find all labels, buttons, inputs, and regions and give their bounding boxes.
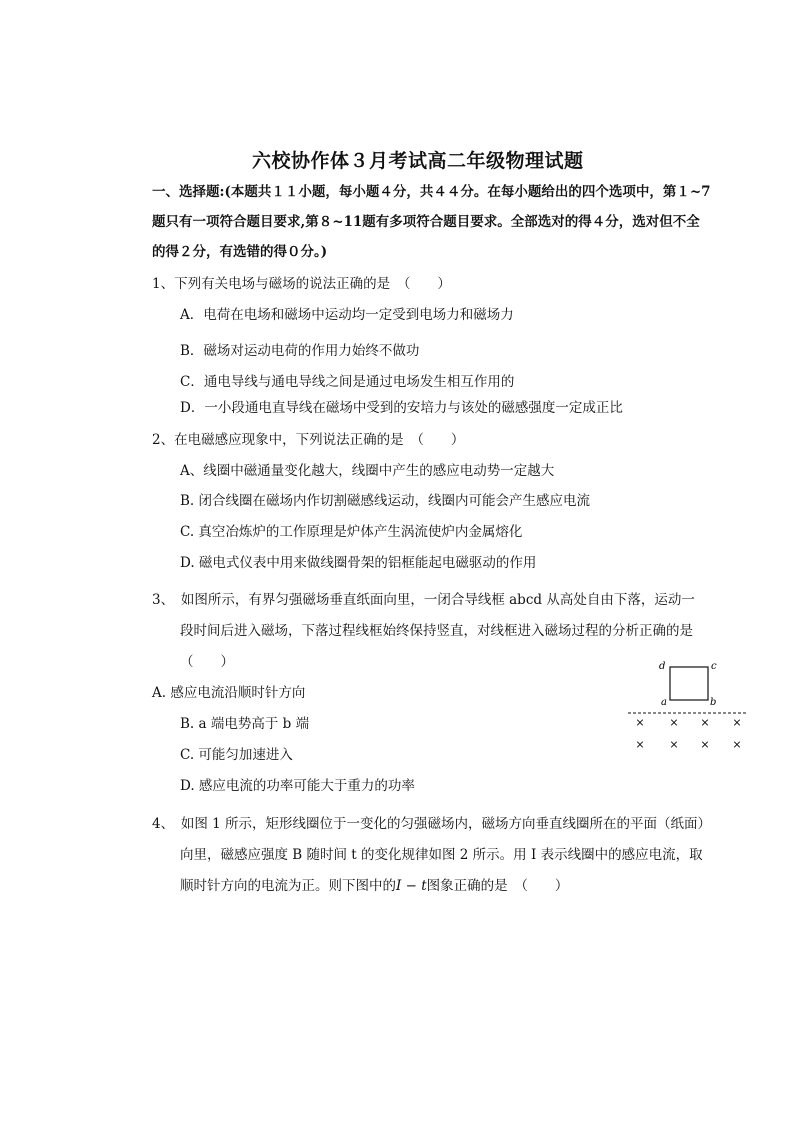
question-2-stem: 2、在电磁感应现象中，下列说法正确的是 （ ） [152, 432, 465, 448]
question-2-option-a: A、线圈中磁通量变化越大，线圈中产生的感应电动势一定越大 [180, 463, 555, 479]
question-2-option-b: B. 闭合线圈在磁场内作切割磁感线运动，线圈内可能会产生感应电流 [180, 493, 591, 509]
question-4-stem-line-2: 向里，磁感应强度 B 随时间 t 的变化规律如图 2 所示。用 I 表示线圈中的感应电流，取 [180, 847, 703, 863]
label-d: d [659, 661, 666, 672]
section-instructions-line-1: 一、选择题:(本题共１１小题，每小题４分，共４４分。在每小题给出的四个选项中，第１~7 [152, 184, 711, 200]
field-mark: × [700, 738, 710, 751]
field-mark: × [732, 716, 742, 729]
i-t-math: I − t [396, 878, 427, 894]
section-instructions-line-2: 题只有一项符合题目要求,第８~11题有多项符合题目要求。全部选对的得４分，选对但不全 [152, 214, 700, 230]
label-b: b [710, 697, 717, 708]
question-3-figure [628, 655, 748, 755]
question-1-option-a: A．电荷在电场和磁场中运动均一定受到电场力和磁场力 [180, 307, 514, 323]
question-4-stem-line-3 [180, 874, 568, 894]
question-2-option-d: D. 磁电式仪表中用来做线圈骨架的铝框能起电磁驱动的作用 [180, 555, 537, 571]
question-4-stem-line-3-pre: 顺时针方向的电流为正。则下图中的 [180, 878, 396, 894]
magnetic-field-marks [635, 716, 741, 751]
question-3-option-c: C. 可能匀加速进入 [180, 747, 293, 763]
frame-field-diagram [628, 655, 748, 755]
field-mark: × [700, 716, 710, 729]
label-c: c [711, 661, 717, 672]
wire-frame-abcd [670, 667, 708, 700]
section-instructions-line-3: 的得２分，有选错的得０分。) [152, 244, 328, 260]
field-mark: × [635, 716, 645, 729]
question-1-stem: 1、下列有关电场与磁场的说法正确的是 （ ） [152, 276, 451, 292]
question-4-stem-line-3-post: 图象正确的是 （ ） [426, 878, 569, 894]
question-3-option-a: A. 感应电流沿顺时针方向 [152, 685, 306, 701]
question-3-stem-line-3: （ ） [180, 654, 234, 670]
question-3-option-b: B. a 端电势高于 b 端 [180, 716, 310, 732]
question-3-option-d: D. 感应电流的功率可能大于重力的功率 [180, 778, 415, 794]
question-4-stem-line-1: 4、 如图 1 所示，矩形线圈位于一变化的匀强磁场内，磁场方向垂直线圈所在的平面（纸面） [152, 816, 712, 832]
page-title: 六校协作体３月考试高二年级物理试题 [252, 150, 584, 172]
question-1-option-c: C．通电导线与通电导线之间是通过电场发生相互作用的 [180, 374, 515, 390]
field-mark: × [732, 738, 742, 751]
field-mark: × [669, 716, 679, 729]
field-mark: × [669, 738, 679, 751]
question-3-stem-line-2: 段时间后进入磁场，下落过程线框始终保持竖直，对线框进入磁场过程的分析正确的是 [180, 623, 693, 639]
label-a: a [661, 697, 667, 708]
question-1-option-d: D．一小段通电直导线在磁场中受到的安培力与该处的磁感强度一定成正比 [180, 400, 623, 416]
field-mark: × [635, 738, 645, 751]
question-1-option-b: B．磁场对运动电荷的作用力始终不做功 [180, 343, 420, 359]
question-3-stem-line-1: 3、 如图所示，有界匀强磁场垂直纸面向里，一闭合导线框 abcd 从高处自由下落，运动一 [152, 592, 695, 608]
question-2-option-c: C. 真空冶炼炉的工作原理是炉体产生涡流使炉内金属熔化 [180, 524, 523, 540]
